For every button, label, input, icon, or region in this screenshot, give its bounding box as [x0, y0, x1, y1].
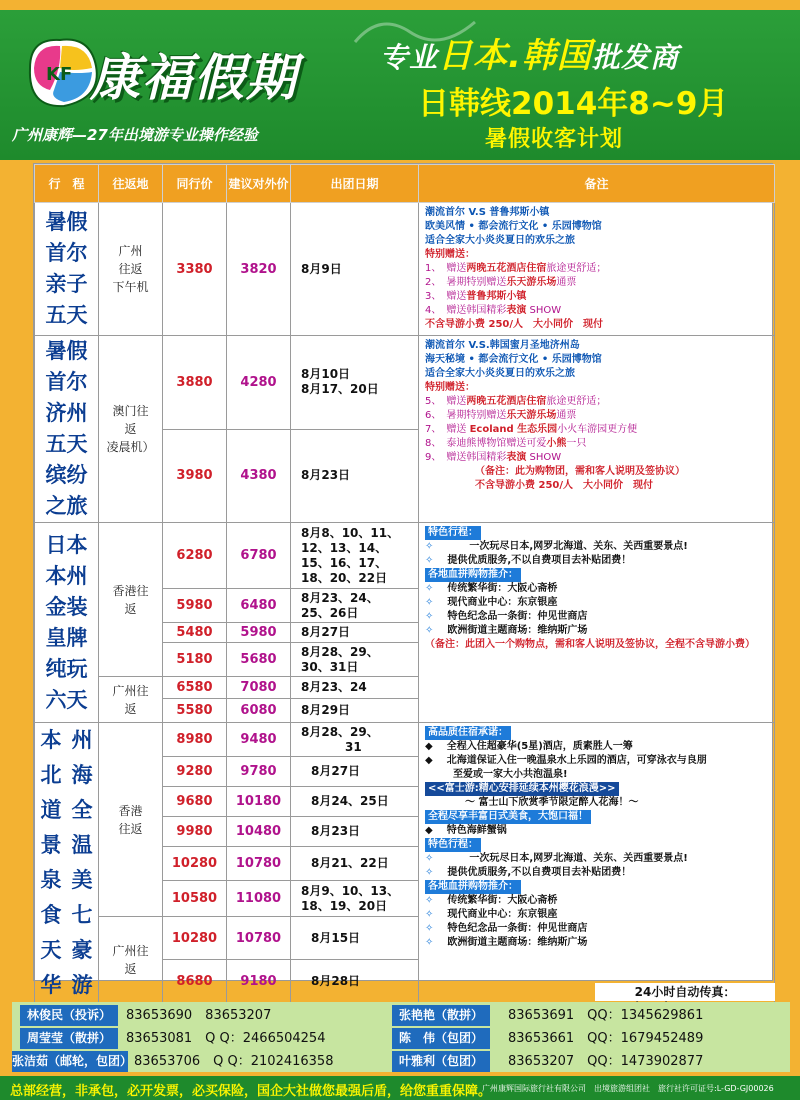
retail-price: 4280	[227, 336, 291, 430]
trade-price: 3980	[163, 429, 227, 523]
tour-date: 8月27日	[291, 757, 419, 787]
retail-price: 5980	[227, 623, 291, 643]
header-title-line1	[380, 28, 679, 77]
header-title-block	[360, 20, 790, 150]
trade-price: 10280	[163, 917, 227, 960]
retail-price: 11080	[227, 881, 291, 917]
title-pre: 专业	[380, 41, 439, 74]
trade-price: 10280	[163, 847, 227, 881]
contact-phone: 83653661 QQ：1679452489	[508, 1031, 704, 1046]
contact-phone: 83653081 Q Q：2466504254	[126, 1031, 326, 1046]
tour-date: 8月28、29、 30、31日	[291, 643, 419, 677]
footer-bar	[0, 1076, 800, 1100]
retail-price: 6080	[227, 699, 291, 723]
table-row	[35, 523, 775, 589]
tour-date: 8月9、10、13、 18、19、20日	[291, 881, 419, 917]
footer-license: 广州康辉国际旅行社有限公司 出境旅游组团社 旅行社许可证号:L-GD-GJ00026	[482, 1084, 774, 1093]
header-title-line3: 暑假收客计划	[485, 127, 624, 152]
trade-price: 8980	[163, 723, 227, 757]
tour-date: 8月15日	[291, 917, 419, 960]
retail-price: 10780	[227, 847, 291, 881]
contact-name: 周莹莹（散拼）	[20, 1028, 118, 1049]
tour-date: 8月27日	[291, 623, 419, 643]
departure-city: 香港 往返	[99, 723, 163, 917]
trade-price: 3880	[163, 336, 227, 430]
contact-phone: 83653207 QQ：1473902877	[508, 1054, 704, 1069]
logo-mark: KF	[46, 64, 73, 85]
retail-price: 10480	[227, 817, 291, 847]
trade-price: 5980	[163, 589, 227, 623]
retail-price: 5680	[227, 643, 291, 677]
remarks: 高品质住宿承诺： ◆ 全程入住超豪华(5星)酒店，质素胜人一筹 ◆ 北海道保证入住一晚温泉水上乐园的酒店，可穿泳衣与良朋 至爱或一家大小共泡温泉! <<富士游:精心安排延续本州樱花浪漫>> ～ 富士山下欣赏季节限定醉人花海！～ 全程尽享丰富日式美食，大饱口福！ ◆ 特色海鲜蟹锅 特色行程： ✧ 一次玩尽日本,网罗北海道、关东、关西重要景点! ✧ 提供优质服务,不以自费项目去补贴团费！ 各地血拼购物推介： ✧ 传统繁华街：大阪心斋桥 ✧ 现代商业中心：东京银座 ✧ 特色纪念品一条街：仲见世商店 ✧ 欧洲街道主题商场：维纳斯广场	[419, 723, 775, 1004]
trade-price: 9980	[163, 817, 227, 847]
tour-date: 8月8、10、11、 12、13、14、 15、16、17、 18、20、22日	[291, 523, 419, 589]
tour-date: 8月10日 8月17、20日	[291, 336, 419, 430]
trade-price: 5180	[163, 643, 227, 677]
contact-phone: 83653691 QQ：1345629861	[508, 1008, 704, 1023]
title-post: 批发商	[591, 41, 679, 74]
header-retail-price: 建议对外价	[227, 165, 291, 203]
header-remarks: 备注	[419, 165, 775, 203]
retail-price: 3820	[227, 203, 291, 336]
header-dates: 出团日期	[291, 165, 419, 203]
retail-price: 9780	[227, 757, 291, 787]
retail-price: 4380	[227, 429, 291, 523]
trade-price: 8680	[163, 960, 227, 1004]
departure-city: 广州往 返	[99, 917, 163, 1004]
retail-price: 10780	[227, 917, 291, 960]
header-tagline: 广州康辉—27年出境游专业操作经验	[12, 126, 258, 144]
retail-price: 6780	[227, 523, 291, 589]
contact-name: 叶雅利（包团）	[392, 1051, 490, 1072]
header-top-band	[0, 0, 800, 10]
table-row	[35, 203, 775, 336]
trade-price: 5580	[163, 699, 227, 723]
title-big: 日本.韩国	[438, 36, 592, 76]
header-route: 行 程	[35, 165, 99, 203]
retail-price: 9480	[227, 723, 291, 757]
fax-line: 24小时自动传真：	[595, 983, 775, 1001]
footer-slogan: 总部经营，非承包，必开发票，必买保险，国企大社做您最强后盾，给您重重保障。	[10, 1084, 492, 1099]
route-name: 本 北 道 景 泉 食 天 华 州 海 全 温 美 七 豪 游	[35, 723, 99, 1004]
remarks: 潮流首尔 V.S.韩国蜜月圣地济州岛 海天秘境 • 都会流行文化 • 乐园博物馆 适合全家大小炎炎夏日的欢乐之旅 特别赠送： 5、 赠送两晚五花酒店住宿旅途更舒适； 6、 暑期特别赠送乐天游乐场通票 7、 赠送 Ecoland 生态乐园小火车游园更方便 8、 泰迪熊博物馆赠送可爱小熊一只 9、 赠送韩国精彩表演 SHOW （备注：此为购物团，需和客人说明及签协议） 不含导游小费 250/人 大小同价 现付	[419, 336, 775, 523]
table-row	[35, 336, 775, 430]
departure-city: 澳门往 返 凌晨机）	[99, 336, 163, 523]
tour-date: 8月23日	[291, 429, 419, 523]
retail-price: 6480	[227, 589, 291, 623]
trade-price: 9680	[163, 787, 227, 817]
departure-city: 广州往 返	[99, 677, 163, 723]
logo	[20, 22, 320, 122]
trade-price: 6280	[163, 523, 227, 589]
table-row	[35, 723, 775, 757]
retail-price: 7080	[227, 677, 291, 699]
departure-city: 广州 往返 下午机	[99, 203, 163, 336]
tour-date: 8月23、24	[291, 677, 419, 699]
tour-date: 8月28日	[291, 960, 419, 1004]
trade-price: 3380	[163, 203, 227, 336]
tour-date: 8月21、22日	[291, 847, 419, 881]
logo-text: 康福假期	[90, 49, 298, 107]
contact-name: 林俊民（投诉）	[20, 1005, 118, 1026]
route-name: 暑假 首尔 亲子 五天	[35, 203, 99, 336]
trade-price: 9280	[163, 757, 227, 787]
table-header-row	[35, 165, 775, 203]
tour-date: 8月28、29、 31	[291, 723, 419, 757]
header-departure: 往返地	[99, 165, 163, 203]
route-name: 日本 本州 金装 皇牌 纯玩 六天	[35, 523, 99, 723]
trade-price: 10580	[163, 881, 227, 917]
contact-name: 陈 伟（包团）	[392, 1028, 490, 1049]
header-title-line2: 日韩线2014年8~9月	[418, 86, 729, 122]
departure-city: 香港往 返	[99, 523, 163, 677]
contact-phone: 83653690 83653207	[126, 1008, 272, 1023]
tour-date: 8月23日	[291, 817, 419, 847]
contact-name: 张艳艳（散拼）	[392, 1005, 490, 1026]
trade-price: 6580	[163, 677, 227, 699]
itinerary-table	[34, 164, 775, 1004]
tour-date: 8月23、24、 25、26日	[291, 589, 419, 623]
tour-date: 8月29日	[291, 699, 419, 723]
retail-price: 10180	[227, 787, 291, 817]
header	[0, 0, 800, 160]
contact-name: 张洁茹（邮轮，包团）	[12, 1051, 128, 1072]
route-name: 暑假 首尔 济州 五天 缤纷 之旅	[35, 336, 99, 523]
retail-price: 9180	[227, 960, 291, 1004]
tour-date: 8月9日	[291, 203, 419, 336]
header-trade-price: 同行价	[163, 165, 227, 203]
remarks: 潮流首尔 V.S 普鲁邦斯小镇 欧美风情 • 都会流行文化 • 乐园博物馆 适合全家大小炎炎夏日的欢乐之旅 特别赠送： 1、 赠送两晚五花酒店住宿旅途更舒适； 2、 暑期特别赠送乐天游乐场通票 3、 赠送普鲁邦斯小镇 4、 赠送韩国精彩表演 SHOW 不含导游小费 250/人 大小同价 现付	[419, 203, 775, 336]
contacts-panel	[12, 1002, 790, 1072]
remarks: 特色行程： ✧ 一次玩尽日本,网罗北海道、关东、关西重要景点! ✧ 提供优质服务,不以自费项目去补贴团费！ 各地血拼购物推介： ✧ 传统繁华街：大阪心斋桥 ✧ 现代商业中心：东京银座 ✧ 特色纪念品一条街：仲见世商店 ✧ 欧洲街道主题商场：维纳斯广场 （备注：此团入一个购物点，需和客人说明及签协议，全程不含导游小费）	[419, 523, 775, 723]
tour-date: 8月24、25日	[291, 787, 419, 817]
contact-phone: 83653706 Q Q：2102416358	[134, 1054, 334, 1069]
trade-price: 5480	[163, 623, 227, 643]
